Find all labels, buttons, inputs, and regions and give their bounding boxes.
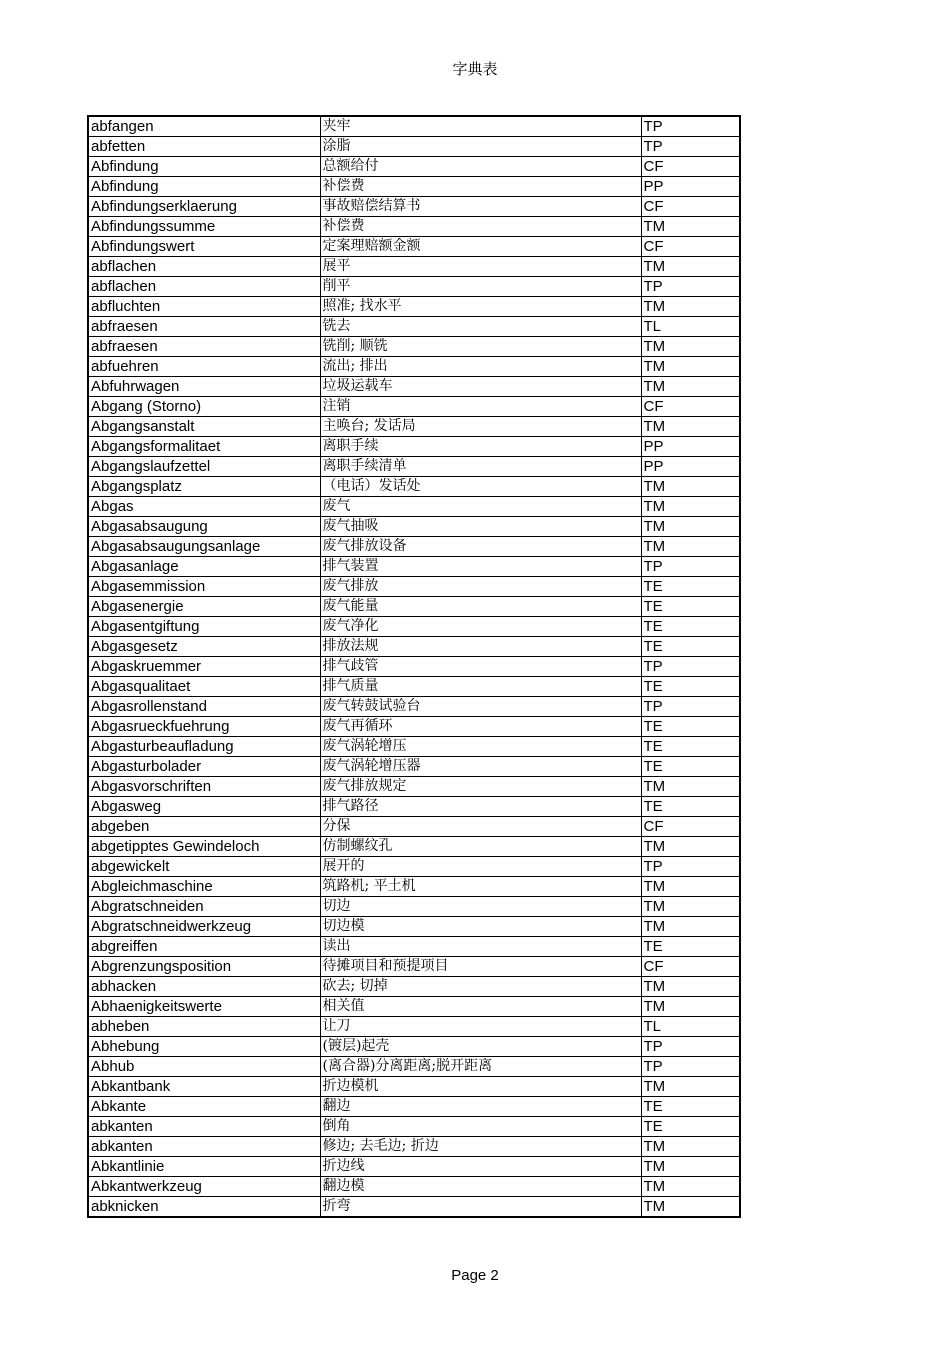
table-row	[88, 917, 740, 937]
german-term-cell: Abgasemmission	[88, 577, 320, 597]
category-code-cell: TE	[641, 597, 740, 617]
german-term-cell: Abkantlinie	[88, 1157, 320, 1177]
table-row	[88, 417, 740, 437]
table-row	[88, 357, 740, 377]
chinese-translation-cell: 修边; 去毛边; 折边	[320, 1137, 641, 1157]
german-term-cell: Abfindung	[88, 177, 320, 197]
table-row	[88, 637, 740, 657]
category-code-cell: TE	[641, 797, 740, 817]
chinese-translation-cell: 废气涡轮增压	[320, 737, 641, 757]
category-code-cell: TP	[641, 557, 740, 577]
chinese-translation-cell: 削平	[320, 277, 641, 297]
chinese-translation-cell: 分保	[320, 817, 641, 837]
table-row	[88, 237, 740, 257]
category-code-cell: TE	[641, 757, 740, 777]
german-term-cell: Abgasturbolader	[88, 757, 320, 777]
chinese-translation-cell: 折边模机	[320, 1077, 641, 1097]
chinese-translation-cell: 事故赔偿结算书	[320, 197, 641, 217]
category-code-cell: TM	[641, 337, 740, 357]
category-code-cell: TM	[641, 1157, 740, 1177]
german-term-cell: Abkantbank	[88, 1077, 320, 1097]
chinese-translation-cell: 折弯	[320, 1197, 641, 1218]
category-code-cell: TM	[641, 517, 740, 537]
table-row	[88, 116, 740, 137]
chinese-translation-cell: 涂脂	[320, 137, 641, 157]
chinese-translation-cell: 离职手续	[320, 437, 641, 457]
german-term-cell: Abhebung	[88, 1037, 320, 1057]
table-row	[88, 557, 740, 577]
german-term-cell: Abhaenigkeitswerte	[88, 997, 320, 1017]
german-term-cell: Abfuhrwagen	[88, 377, 320, 397]
chinese-translation-cell: 切边模	[320, 917, 641, 937]
category-code-cell: TL	[641, 317, 740, 337]
chinese-translation-cell: 切边	[320, 897, 641, 917]
german-term-cell: abhacken	[88, 977, 320, 997]
german-term-cell: Abgratschneidwerkzeug	[88, 917, 320, 937]
german-term-cell: Abhub	[88, 1057, 320, 1077]
german-term-cell: Abgangslaufzettel	[88, 457, 320, 477]
table-row	[88, 677, 740, 697]
chinese-translation-cell: 注销	[320, 397, 641, 417]
category-code-cell: TM	[641, 897, 740, 917]
chinese-translation-cell: 废气	[320, 497, 641, 517]
chinese-translation-cell: 废气排放设备	[320, 537, 641, 557]
table-row	[88, 1137, 740, 1157]
chinese-translation-cell: 铣削; 顺铣	[320, 337, 641, 357]
chinese-translation-cell: 废气能量	[320, 597, 641, 617]
category-code-cell: TM	[641, 997, 740, 1017]
german-term-cell: Abfindung	[88, 157, 320, 177]
page-number: Page 2	[451, 1267, 499, 1284]
table-row	[88, 1177, 740, 1197]
category-code-cell: CF	[641, 817, 740, 837]
table-row	[88, 437, 740, 457]
table-row	[88, 297, 740, 317]
category-code-cell: TE	[641, 1117, 740, 1137]
table-row	[88, 797, 740, 817]
table-row	[88, 477, 740, 497]
german-term-cell: abfetten	[88, 137, 320, 157]
chinese-translation-cell: 离职手续清单	[320, 457, 641, 477]
german-term-cell: Abgasrueckfuehrung	[88, 717, 320, 737]
table-row	[88, 817, 740, 837]
category-code-cell: TM	[641, 537, 740, 557]
category-code-cell: TP	[641, 657, 740, 677]
chinese-translation-cell: 定案理赔额金额	[320, 237, 641, 257]
table-row	[88, 897, 740, 917]
chinese-translation-cell: 废气涡轮增压器	[320, 757, 641, 777]
german-term-cell: abflachen	[88, 277, 320, 297]
category-code-cell: PP	[641, 437, 740, 457]
category-code-cell: CF	[641, 237, 740, 257]
chinese-translation-cell: 垃圾运载车	[320, 377, 641, 397]
german-term-cell: abfangen	[88, 116, 320, 137]
german-term-cell: abkanten	[88, 1137, 320, 1157]
category-code-cell: CF	[641, 157, 740, 177]
german-term-cell: Abfindungswert	[88, 237, 320, 257]
table-row	[88, 517, 740, 537]
german-term-cell: Abgasqualitaet	[88, 677, 320, 697]
category-code-cell: TM	[641, 877, 740, 897]
chinese-translation-cell: 翻边	[320, 1097, 641, 1117]
table-row	[88, 697, 740, 717]
chinese-translation-cell: 主唤台; 发话局	[320, 417, 641, 437]
chinese-translation-cell: 倒角	[320, 1117, 641, 1137]
category-code-cell: CF	[641, 957, 740, 977]
table-row	[88, 1097, 740, 1117]
table-row	[88, 1197, 740, 1218]
german-term-cell: Abkantwerkzeug	[88, 1177, 320, 1197]
chinese-translation-cell: 排气装置	[320, 557, 641, 577]
table-row	[88, 317, 740, 337]
table-row	[88, 977, 740, 997]
table-row	[88, 737, 740, 757]
german-term-cell: Abgas	[88, 497, 320, 517]
german-term-cell: Abgasabsaugung	[88, 517, 320, 537]
table-row	[88, 1077, 740, 1097]
german-term-cell: Abgasgesetz	[88, 637, 320, 657]
table-row	[88, 937, 740, 957]
table-row	[88, 257, 740, 277]
category-code-cell: TE	[641, 1097, 740, 1117]
chinese-translation-cell: 翻边模	[320, 1177, 641, 1197]
german-term-cell: Abgangsanstalt	[88, 417, 320, 437]
chinese-translation-cell: 废气转鼓试验台	[320, 697, 641, 717]
category-code-cell: TE	[641, 717, 740, 737]
table-row	[88, 337, 740, 357]
german-term-cell: abfluchten	[88, 297, 320, 317]
chinese-translation-cell: 排放法规	[320, 637, 641, 657]
category-code-cell: TM	[641, 377, 740, 397]
category-code-cell: TM	[641, 497, 740, 517]
german-term-cell: Abfindungserklaerung	[88, 197, 320, 217]
category-code-cell: CF	[641, 197, 740, 217]
german-term-cell: abfuehren	[88, 357, 320, 377]
table-row	[88, 217, 740, 237]
chinese-translation-cell: 排气路径	[320, 797, 641, 817]
german-term-cell: Abgasenergie	[88, 597, 320, 617]
table-row	[88, 197, 740, 217]
table-row	[88, 657, 740, 677]
category-code-cell: TE	[641, 937, 740, 957]
german-term-cell: Abgasweg	[88, 797, 320, 817]
category-code-cell: TM	[641, 1197, 740, 1218]
german-term-cell: Abgasentgiftung	[88, 617, 320, 637]
german-term-cell: abgewickelt	[88, 857, 320, 877]
german-term-cell: Abgratschneiden	[88, 897, 320, 917]
category-code-cell: TP	[641, 1037, 740, 1057]
category-code-cell: TM	[641, 1077, 740, 1097]
chinese-translation-cell: 读出	[320, 937, 641, 957]
table-row	[88, 1017, 740, 1037]
german-term-cell: Abgrenzungsposition	[88, 957, 320, 977]
chinese-translation-cell: 照准; 找水平	[320, 297, 641, 317]
german-term-cell: Abgangsformalitaet	[88, 437, 320, 457]
category-code-cell: PP	[641, 177, 740, 197]
german-term-cell: abgreiffen	[88, 937, 320, 957]
category-code-cell: TM	[641, 297, 740, 317]
german-term-cell: abkanten	[88, 1117, 320, 1137]
chinese-translation-cell: 流出; 排出	[320, 357, 641, 377]
chinese-translation-cell: 仿制螺纹孔	[320, 837, 641, 857]
german-term-cell: abgeben	[88, 817, 320, 837]
category-code-cell: TM	[641, 417, 740, 437]
chinese-translation-cell: 补偿费	[320, 177, 641, 197]
german-term-cell: Abgaskruemmer	[88, 657, 320, 677]
category-code-cell: TE	[641, 637, 740, 657]
chinese-translation-cell: 总额给付	[320, 157, 641, 177]
table-row	[88, 957, 740, 977]
chinese-translation-cell: 废气排放	[320, 577, 641, 597]
category-code-cell: TE	[641, 577, 740, 597]
table-row	[88, 137, 740, 157]
chinese-translation-cell: (镀层)起壳	[320, 1037, 641, 1057]
german-term-cell: abknicken	[88, 1197, 320, 1218]
german-term-cell: Abgasturbeaufladung	[88, 737, 320, 757]
german-term-cell: Abgasrollenstand	[88, 697, 320, 717]
german-term-cell: Abkante	[88, 1097, 320, 1117]
chinese-translation-cell: 折边线	[320, 1157, 641, 1177]
german-term-cell: Abgleichmaschine	[88, 877, 320, 897]
chinese-translation-cell: 待摊项目和预提项目	[320, 957, 641, 977]
category-code-cell: TE	[641, 617, 740, 637]
chinese-translation-cell: 排气歧管	[320, 657, 641, 677]
table-row	[88, 717, 740, 737]
category-code-cell: TP	[641, 857, 740, 877]
category-code-cell: TM	[641, 777, 740, 797]
dictionary-table	[87, 115, 741, 1218]
category-code-cell: CF	[641, 397, 740, 417]
table-row	[88, 997, 740, 1017]
table-row	[88, 597, 740, 617]
category-code-cell: TM	[641, 217, 740, 237]
chinese-translation-cell: 废气再循环	[320, 717, 641, 737]
chinese-translation-cell: 废气排放规定	[320, 777, 641, 797]
german-term-cell: abgetipptes Gewindeloch	[88, 837, 320, 857]
german-term-cell: Abgang (Storno)	[88, 397, 320, 417]
category-code-cell: TM	[641, 917, 740, 937]
dictionary-table-body	[88, 116, 740, 1217]
category-code-cell: TM	[641, 357, 740, 377]
chinese-translation-cell: 补偿费	[320, 217, 641, 237]
table-row	[88, 377, 740, 397]
table-row	[88, 1057, 740, 1077]
german-term-cell: abfraesen	[88, 317, 320, 337]
category-code-cell: TP	[641, 116, 740, 137]
chinese-translation-cell: 筑路机; 平土机	[320, 877, 641, 897]
german-term-cell: Abfindungssumme	[88, 217, 320, 237]
table-row	[88, 577, 740, 597]
category-code-cell: TP	[641, 1057, 740, 1077]
german-term-cell: Abgasanlage	[88, 557, 320, 577]
category-code-cell: TL	[641, 1017, 740, 1037]
chinese-translation-cell: (离合器)分离距离;脱开距离	[320, 1057, 641, 1077]
table-row	[88, 537, 740, 557]
category-code-cell: TM	[641, 1137, 740, 1157]
table-row	[88, 877, 740, 897]
category-code-cell: PP	[641, 457, 740, 477]
table-row	[88, 757, 740, 777]
category-code-cell: TP	[641, 277, 740, 297]
german-term-cell: abheben	[88, 1017, 320, 1037]
category-code-cell: TM	[641, 1177, 740, 1197]
table-row	[88, 837, 740, 857]
table-row	[88, 397, 740, 417]
category-code-cell: TE	[641, 677, 740, 697]
table-row	[88, 777, 740, 797]
table-row	[88, 857, 740, 877]
category-code-cell: TE	[641, 737, 740, 757]
chinese-translation-cell: 铣去	[320, 317, 641, 337]
german-term-cell: Abgasvorschriften	[88, 777, 320, 797]
page-header: 字典表	[452, 60, 498, 78]
category-code-cell: TM	[641, 257, 740, 277]
german-term-cell: Abgangsplatz	[88, 477, 320, 497]
category-code-cell: TM	[641, 477, 740, 497]
table-row	[88, 1037, 740, 1057]
german-term-cell: Abgasabsaugungsanlage	[88, 537, 320, 557]
chinese-translation-cell: 砍去; 切掉	[320, 977, 641, 997]
chinese-translation-cell: 废气净化	[320, 617, 641, 637]
chinese-translation-cell: 让刀	[320, 1017, 641, 1037]
german-term-cell: abfraesen	[88, 337, 320, 357]
table-row	[88, 457, 740, 477]
table-row	[88, 617, 740, 637]
table-row	[88, 1157, 740, 1177]
german-term-cell: abflachen	[88, 257, 320, 277]
chinese-translation-cell: 夹牢	[320, 116, 641, 137]
category-code-cell: TM	[641, 837, 740, 857]
table-row	[88, 277, 740, 297]
chinese-translation-cell: （电话）发话处	[320, 477, 641, 497]
chinese-translation-cell: 展开的	[320, 857, 641, 877]
category-code-cell: TP	[641, 697, 740, 717]
table-row	[88, 1117, 740, 1137]
category-code-cell: TM	[641, 977, 740, 997]
chinese-translation-cell: 排气质量	[320, 677, 641, 697]
table-row	[88, 497, 740, 517]
chinese-translation-cell: 废气抽吸	[320, 517, 641, 537]
category-code-cell: TP	[641, 137, 740, 157]
table-row	[88, 177, 740, 197]
chinese-translation-cell: 展平	[320, 257, 641, 277]
table-row	[88, 157, 740, 177]
chinese-translation-cell: 相关值	[320, 997, 641, 1017]
